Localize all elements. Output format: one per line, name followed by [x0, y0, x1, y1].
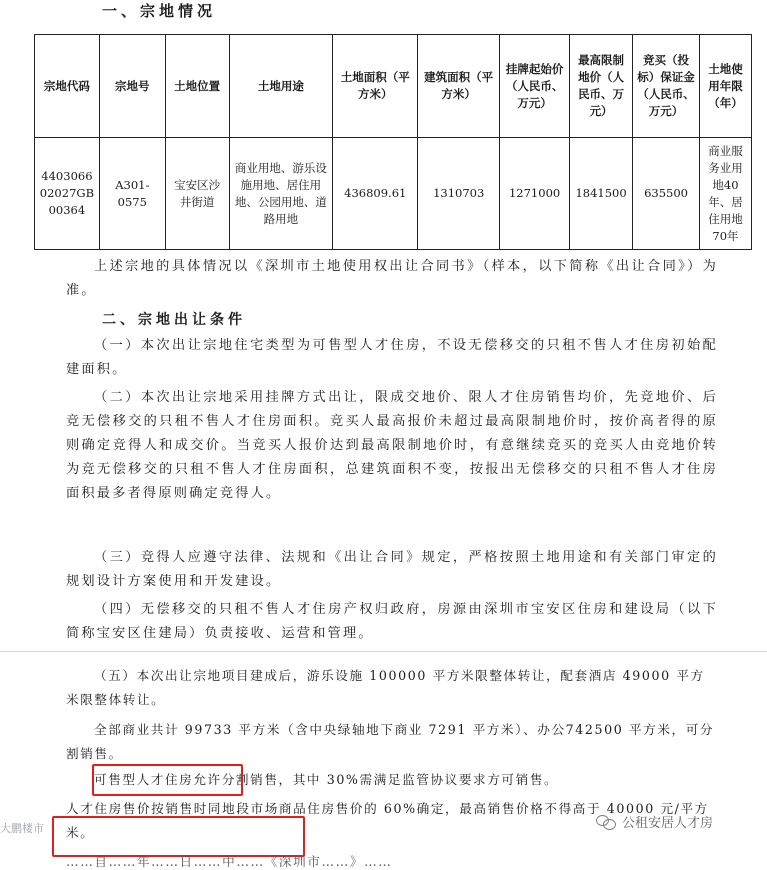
cell-deposit: 635500 [633, 138, 700, 250]
header-term: 土地使用年限（年） [699, 35, 751, 138]
header-deposit: 竞买（投标）保证金（人民币、万元） [633, 35, 700, 138]
header-land-use: 土地用途 [229, 35, 333, 138]
header-parcel-code: 宗地代码 [35, 35, 100, 138]
cell-max-price: 1841500 [570, 138, 633, 250]
wechat-icon [596, 814, 616, 830]
cut-off-line: ……自……年……日……中……《深圳市……》…… [66, 854, 393, 869]
section2-title: 二、宗地出让条件 [102, 312, 246, 328]
cell-start-price: 1271000 [500, 138, 570, 250]
watermark-right [596, 812, 713, 831]
page-divider [0, 651, 767, 652]
cell-land-use: 商业用地、游乐设施用地、居住用地、公园用地、道路用地 [229, 138, 333, 250]
cell-parcel-no: A301-0575 [99, 138, 165, 250]
condition-4: （四）无偿移交的只租不售人才住房产权归政府，房源由深圳市宝安区住房和建设局（以下简称宝安区住建局）负责接收、运营和管理。 [66, 602, 718, 641]
header-land-area: 土地面积（平方米） [333, 35, 418, 138]
cell-parcel-code: 440306602027GB00364 [35, 138, 100, 250]
cell-location: 宝安区沙井街道 [165, 138, 229, 250]
highlight-box-talent-housing [92, 764, 243, 796]
header-location: 土地位置 [165, 35, 229, 138]
cell-land-area: 436809.61 [333, 138, 418, 250]
cell-term: 商业服务业用地40年、居住用地70年 [699, 138, 751, 250]
section1-title: 一、宗地情况 [102, 2, 217, 20]
watermark-left: 大鹏楼市 [0, 822, 44, 835]
talent-housing-price-paragraph: 人才住房售价按销售时同地段市场商品住房售价的 60%确定，最高销售价格不得高于 40000 元/平方米。 [66, 801, 709, 840]
table-note-paragraph: 上述宗地的具体情况以《深圳市土地使用权出让合同书》（样本，以下简称《出让合同》）为准。 [66, 259, 718, 298]
condition-2: （二）本次出让宗地采用挂牌方式出让，限成交地价、限人才住房销售均价，先竞地价、后竞无偿移交的只租不售人才住房面积。竞买人最高报价未超过最高限制地价时，按价高者得的原则确定竞得人和成交价。当竞买人报价达到最高限制地价时，有意继续竞买的竞买人由竞地价转为竞无偿移交的只租不售人才住房面积，总建筑面积不变，按报出无偿移交的只租不售人才住房面积最多者得原则确定竞得人。 [66, 390, 718, 501]
header-max-price: 最高限制地价（人民币、万元） [570, 35, 633, 138]
table-header-row [35, 35, 752, 138]
header-building-area: 建筑面积（平方米） [418, 35, 500, 138]
condition-1: （一）本次出让宗地住宅类型为可售型人才住房，不设无偿移交的只租不售人才住房初始配建面积。 [66, 338, 718, 377]
table-row [35, 138, 752, 250]
cell-building-area: 1310703 [418, 138, 500, 250]
condition-3: （三）竞得人应遵守法律、法规和《出让合同》规定，严格按照土地用途和有关部门审定的规划设计方案使用和开发建设。 [66, 550, 718, 589]
commercial-paragraph: 全部商业共计 99733 平方米（含中央绿轴地下商业 7291 平方米）、办公742500 平方米，可分割销售。 [66, 722, 715, 761]
land-info-table [34, 34, 752, 250]
condition-5: （五）本次出让宗地项目建成后，游乐设施 100000 平方米限整体转让，配套酒店 49000 平方米限整体转让。 [66, 668, 705, 707]
talent-housing-sale-paragraph: 可售型人才住房允许分割销售，其中 30%需满足监管协议要求方可销售。 [94, 772, 559, 787]
header-parcel-no: 宗地号 [99, 35, 165, 138]
header-start-price: 挂牌起始价（人民币、万元） [500, 35, 570, 138]
watermark-right-label: 公租安居人才房 [622, 816, 714, 831]
